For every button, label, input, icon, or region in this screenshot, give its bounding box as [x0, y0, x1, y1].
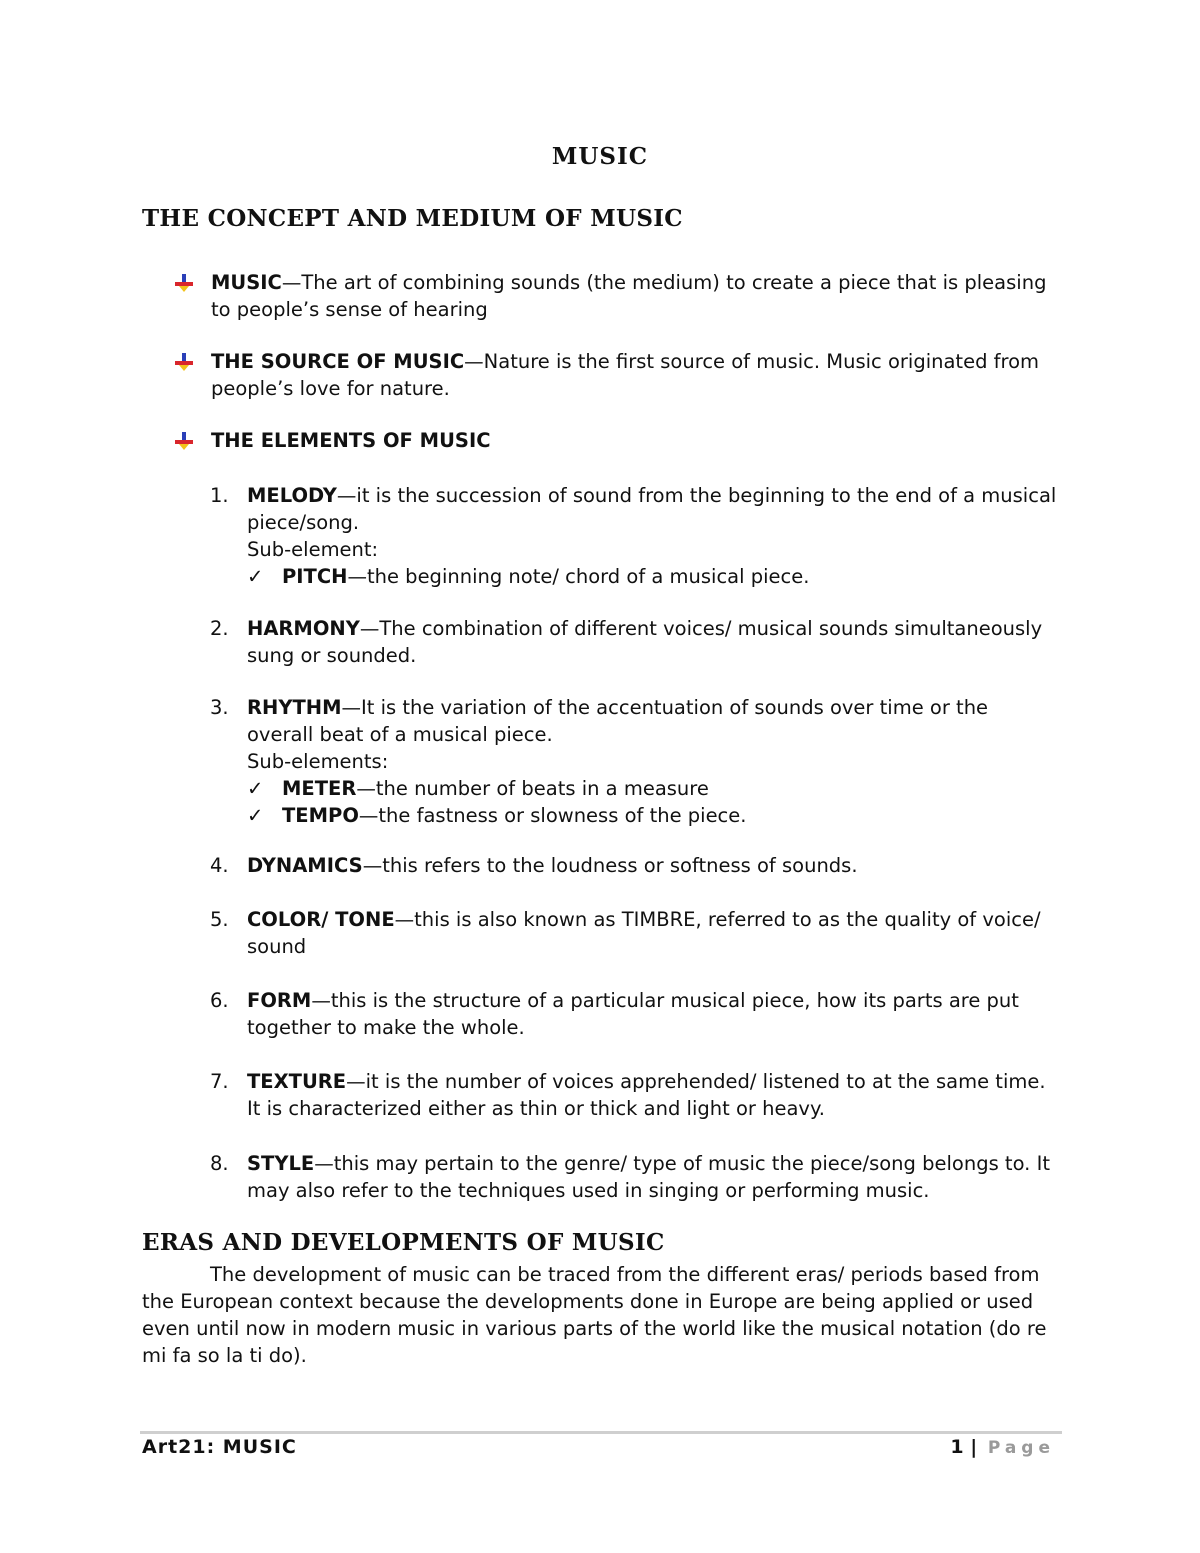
sub-element-item: [247, 775, 1057, 802]
section-heading-concept: THE CONCEPT AND MEDIUM OF MUSIC: [142, 205, 683, 232]
list-number: 3.: [210, 696, 229, 719]
footer-course-label: Art21: MUSIC: [142, 1436, 297, 1458]
list-number: 5.: [210, 908, 229, 931]
page-title: MUSIC: [551, 143, 649, 170]
term: MUSIC: [211, 271, 282, 294]
sub-element-item: [247, 563, 1057, 590]
definition: —it is the number of voices apprehended/ listened to at the same time. It is characterized either as thin or thick and light or heavy.: [247, 1070, 1046, 1120]
check-icon: ✓: [247, 777, 264, 800]
term: TEMPO: [282, 804, 359, 827]
arrow-down-bullet-icon: [174, 353, 194, 371]
sub-element-label: Sub-element:: [247, 538, 379, 561]
section-heading-eras: ERAS AND DEVELOPMENTS OF MUSIC: [142, 1229, 665, 1256]
page-separator: |: [970, 1436, 978, 1458]
term: PITCH: [282, 565, 348, 588]
definition: —this may pertain to the genre/ type of music the piece/song belongs to. It may also refer to the techniques used in singing or performing music.: [247, 1152, 1050, 1202]
list-number: 2.: [210, 617, 229, 640]
list-number: 4.: [210, 854, 229, 877]
term: THE ELEMENTS OF MUSIC: [211, 429, 491, 452]
term: THE SOURCE OF MUSIC: [211, 350, 465, 373]
list-number: 1.: [210, 484, 229, 507]
term: COLOR/ TONE: [247, 908, 395, 931]
definition: —this is the structure of a particular musical piece, how its parts are put together to make the whole.: [247, 989, 1019, 1039]
sub-element-label: Sub-elements:: [247, 750, 389, 773]
definition: —The art of combining sounds (the medium) to create a piece that is pleasing to people’s sense of hearing: [211, 271, 1047, 321]
page-word: Page: [987, 1438, 1055, 1458]
page-number: 1: [950, 1436, 964, 1458]
definition: —this is also known as TIMBRE, referred to as the quality of voice/ sound: [247, 908, 1041, 958]
check-icon: ✓: [247, 565, 264, 588]
definition: —The combination of different voices/ musical sounds simultaneously sung or sounded.: [247, 617, 1043, 667]
arrow-down-bullet-icon: [174, 274, 194, 292]
term: TEXTURE: [247, 1070, 347, 1093]
arrow-down-bullet-icon: [174, 432, 194, 450]
definition: —it is the succession of sound from the beginning to the end of a musical piece/song.: [247, 484, 1057, 534]
definition: —this refers to the loudness or softness of sounds.: [362, 854, 858, 877]
sub-element-item: [247, 802, 1057, 829]
definition: —the number of beats in a measure: [356, 777, 709, 800]
term: HARMONY: [247, 617, 360, 640]
footer-rule: [140, 1431, 1062, 1434]
definition: —the fastness or slowness of the piece.: [358, 804, 747, 827]
eras-paragraph: [142, 1261, 1062, 1369]
definition: —It is the variation of the accentuation of sounds over time or the overall beat of a musical piece.: [247, 696, 989, 746]
definition: —Nature is the first source of music. Music originated from people’s love for nature.: [211, 350, 1040, 400]
check-icon: ✓: [247, 804, 264, 827]
term: FORM: [247, 989, 312, 1012]
term: MELODY: [247, 484, 337, 507]
paragraph-text: The development of music can be traced from the different eras/ periods based from the European context because the developments done in Europe are being applied or used even until now in modern music in various parts of the world like the musical notation (do re mi fa so la ti do).: [142, 1263, 1047, 1367]
term: RHYTHM: [247, 696, 342, 719]
definition: —the beginning note/ chord of a musical piece.: [347, 565, 810, 588]
footer-page-number: [950, 1436, 1055, 1458]
list-number: 6.: [210, 989, 229, 1012]
list-number: 7.: [210, 1070, 229, 1093]
term: STYLE: [247, 1152, 315, 1175]
term: METER: [282, 777, 357, 800]
term: DYNAMICS: [247, 854, 363, 877]
list-number: 8.: [210, 1152, 229, 1175]
